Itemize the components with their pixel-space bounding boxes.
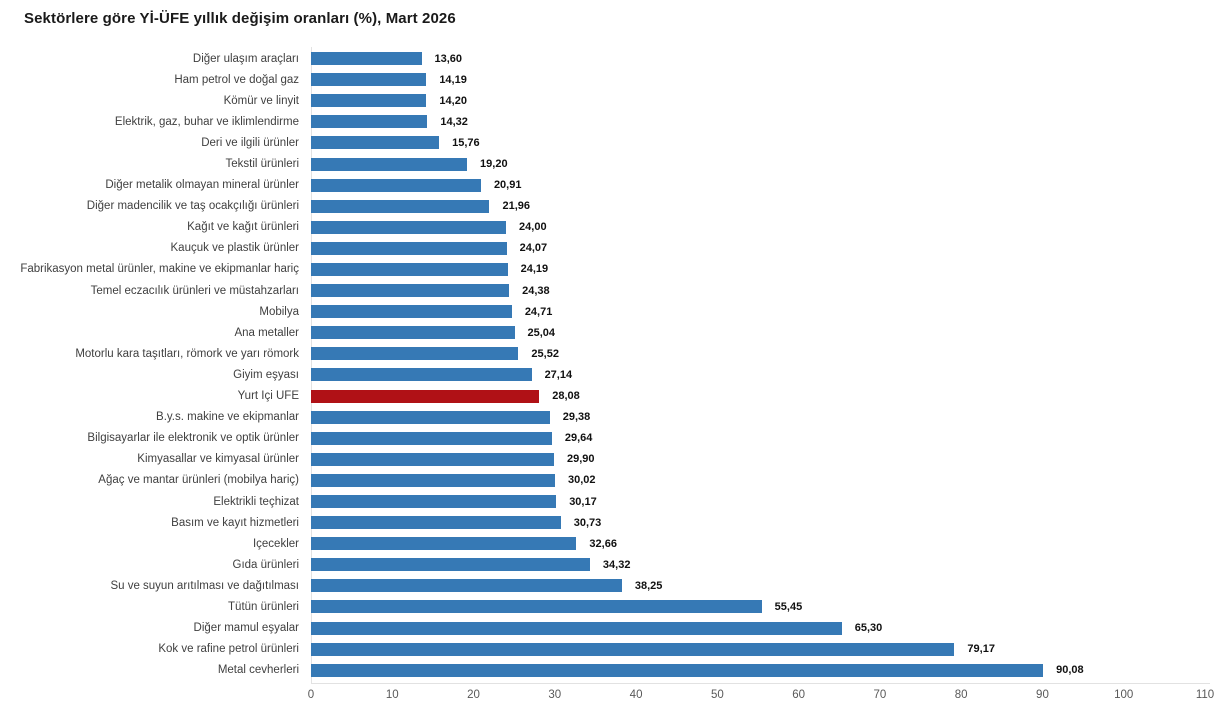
bar-track (311, 428, 1225, 449)
bar (311, 411, 550, 424)
category-label: Motorlu kara taşıtları, römork ve yarı römork (75, 347, 299, 360)
category-label: Ana metaller (234, 326, 299, 339)
value-label: 24,00 (519, 221, 547, 234)
category-label: Ham petrol ve doğal gaz (174, 73, 299, 86)
category-label: B.y.s. makine ve ekipmanlar (156, 411, 299, 424)
bar (311, 664, 1043, 677)
chart-row (0, 217, 1225, 238)
bar-track (311, 48, 1225, 69)
category-label: Basım ve kayıt hizmetleri (171, 516, 299, 529)
bar (311, 453, 554, 466)
chart-row (0, 322, 1225, 343)
value-label: 25,04 (527, 326, 556, 339)
bar (311, 221, 506, 234)
bar-track (311, 618, 1225, 639)
bar-track (311, 596, 1225, 617)
bar-track (311, 301, 1225, 322)
x-axis-tick-label: 100 (1114, 689, 1134, 701)
bar (311, 643, 954, 656)
bar (311, 558, 590, 571)
chart-row (0, 132, 1225, 153)
chart-row (0, 259, 1225, 280)
category-label: Yurt İçi ÜFE (237, 390, 299, 403)
chart-row (0, 238, 1225, 259)
bar-track (311, 575, 1225, 596)
bar (311, 52, 422, 65)
value-label: 24,07 (519, 242, 548, 255)
bar (311, 326, 515, 339)
chart-row (0, 196, 1225, 217)
category-label: Kimyasallar ve kimyasal ürünler (137, 453, 299, 466)
x-axis-tick-label: 30 (548, 689, 562, 701)
category-label: Gıda ürünleri (232, 558, 299, 571)
category-label: Elektrikli teçhizat (213, 495, 299, 508)
bar-track (311, 175, 1225, 196)
bar (311, 622, 842, 635)
value-label: 14,32 (440, 115, 468, 128)
chart-row (0, 618, 1225, 639)
bar (311, 432, 552, 445)
x-axis-tick-label: 90 (1036, 689, 1049, 701)
category-label: Fabrikasyon metal ürünler, makine ve ekipmanlar hariç (20, 263, 299, 276)
x-axis-tick-label: 110 (1195, 689, 1215, 701)
bar-track (311, 554, 1225, 575)
value-label: 38,25 (634, 579, 663, 592)
bar-plot-area (0, 48, 1225, 681)
chart-row (0, 90, 1225, 111)
value-label: 15,76 (452, 136, 480, 149)
value-label: 28,08 (552, 390, 580, 403)
bar (311, 200, 489, 213)
category-label: İçecekler (252, 537, 299, 550)
category-label: Tütün ürünleri (228, 600, 299, 613)
value-label: 27,14 (544, 368, 573, 381)
category-label: Kok ve rafine petrol ürünleri (158, 643, 299, 656)
value-label: 55,45 (774, 600, 803, 613)
bar (311, 73, 426, 86)
bar-track (311, 407, 1225, 428)
bar-track (311, 132, 1225, 153)
x-axis-tick-label: 10 (385, 689, 399, 701)
bar (311, 284, 509, 297)
category-label: Tekstil ürünleri (225, 158, 299, 171)
value-label: 20,91 (493, 179, 522, 192)
chart-row (0, 111, 1225, 132)
value-label: 30,02 (567, 474, 596, 487)
chart-row (0, 280, 1225, 301)
bar (311, 495, 556, 508)
chart-row (0, 533, 1225, 554)
chart-row (0, 407, 1225, 428)
category-label: Su ve suyun arıtılması ve dağıtılması (110, 579, 299, 592)
chart-row (0, 69, 1225, 90)
category-label: Deri ve ilgili ürünler (201, 136, 299, 149)
bar-track (311, 259, 1225, 280)
x-axis-tick-label: 60 (792, 689, 806, 701)
category-label: Kauçuk ve plastik ürünler (170, 242, 299, 255)
value-label: 29,64 (564, 432, 593, 445)
bar (311, 94, 426, 107)
value-label: 14,20 (439, 94, 467, 107)
bar (311, 305, 512, 318)
chart-row (0, 428, 1225, 449)
chart-row (0, 364, 1225, 385)
chart-row (0, 575, 1225, 596)
chart-row (0, 639, 1225, 660)
value-label: 34,32 (602, 558, 631, 571)
bar (311, 263, 508, 276)
value-label: 25,52 (531, 347, 559, 360)
value-label: 30,17 (569, 495, 597, 508)
x-axis-tick-label: 80 (954, 689, 968, 701)
category-label: Giyim eşyası (233, 368, 299, 381)
bar-track (311, 386, 1225, 407)
chart-row (0, 554, 1225, 575)
chart-title: Sektörlere göre Yİ-ÜFE yıllık değişim oranları (%), Mart 2026 (24, 10, 456, 27)
bar-track (311, 449, 1225, 470)
bar-track (311, 280, 1225, 301)
chart-row (0, 512, 1225, 533)
bar-track (311, 238, 1225, 259)
bar-track (311, 343, 1225, 364)
bar-track (311, 639, 1225, 660)
value-label: 13,60 (434, 52, 463, 65)
chart-row (0, 449, 1225, 470)
category-label: Diğer madencilik ve taş ocakçılığı ürünleri (86, 200, 299, 213)
bar (311, 537, 576, 550)
bar-track (311, 217, 1225, 238)
category-label: Diğer mamul eşyalar (193, 622, 299, 635)
bar-track (311, 512, 1225, 533)
category-label: Elektrik, gaz, buhar ve iklimlendirme (114, 115, 299, 128)
x-axis-tick-label: 20 (467, 689, 480, 701)
highlight-bar (311, 390, 539, 403)
bar (311, 115, 427, 128)
bar (311, 242, 507, 255)
chart-row (0, 491, 1225, 512)
category-label: Diğer metalik olmayan mineral ürünler (105, 179, 299, 192)
category-label: Temel eczacılık ürünleri ve müstahzarları (90, 284, 299, 297)
value-label: 29,38 (562, 411, 591, 424)
value-label: 29,90 (567, 453, 595, 466)
category-label: Diğer ulaşım araçları (192, 52, 299, 65)
bar-track (311, 491, 1225, 512)
value-label: 24,71 (524, 305, 553, 318)
bar (311, 516, 561, 529)
category-label: Kağıt ve kağıt ürünleri (187, 221, 299, 234)
chart-row (0, 660, 1225, 681)
value-label: 90,08 (1056, 664, 1084, 677)
value-label: 24,19 (520, 263, 549, 276)
x-axis-tick-label: 40 (629, 689, 643, 701)
bar-track (311, 153, 1225, 174)
category-label: Bilgisayarlar ile elektronik ve optik ürünler (87, 432, 299, 445)
chart-row (0, 343, 1225, 364)
value-label: 32,66 (589, 537, 617, 550)
bar-track (311, 69, 1225, 90)
bar-track (311, 660, 1225, 681)
value-label: 24,38 (522, 284, 550, 297)
value-label: 65,30 (854, 622, 883, 635)
bar (311, 600, 762, 613)
x-axis-line (311, 683, 1210, 684)
bar (311, 179, 481, 192)
category-label: Ağaç ve mantar ürünleri (mobilya hariç) (98, 474, 299, 487)
bar-track (311, 196, 1225, 217)
bar (311, 474, 555, 487)
chart-row (0, 386, 1225, 407)
bar (311, 136, 439, 149)
bar-track (311, 533, 1225, 554)
chart-row (0, 175, 1225, 196)
bar (311, 368, 532, 381)
chart-row (0, 48, 1225, 69)
chart-row (0, 470, 1225, 491)
value-label: 30,73 (573, 516, 602, 529)
x-axis-tick-label: 0 (307, 689, 315, 701)
value-label: 19,20 (480, 158, 508, 171)
chart-row (0, 153, 1225, 174)
bar-track (311, 322, 1225, 343)
bar-track (311, 111, 1225, 132)
bar-track (311, 364, 1225, 385)
value-label: 21,96 (502, 200, 530, 213)
chart-row (0, 301, 1225, 322)
value-label: 14,19 (439, 73, 467, 86)
value-label: 79,17 (967, 643, 995, 656)
bar (311, 579, 622, 592)
bar-track (311, 470, 1225, 491)
bar (311, 158, 467, 171)
category-label: Mobilya (259, 305, 299, 318)
chart-row (0, 596, 1225, 617)
bar (311, 347, 518, 360)
category-label: Metal cevherleri (217, 664, 299, 677)
x-axis-tick-label: 50 (710, 689, 724, 701)
category-label: Kömür ve linyit (223, 94, 299, 107)
x-axis-tick-label: 70 (873, 689, 887, 701)
bar-track (311, 90, 1225, 111)
